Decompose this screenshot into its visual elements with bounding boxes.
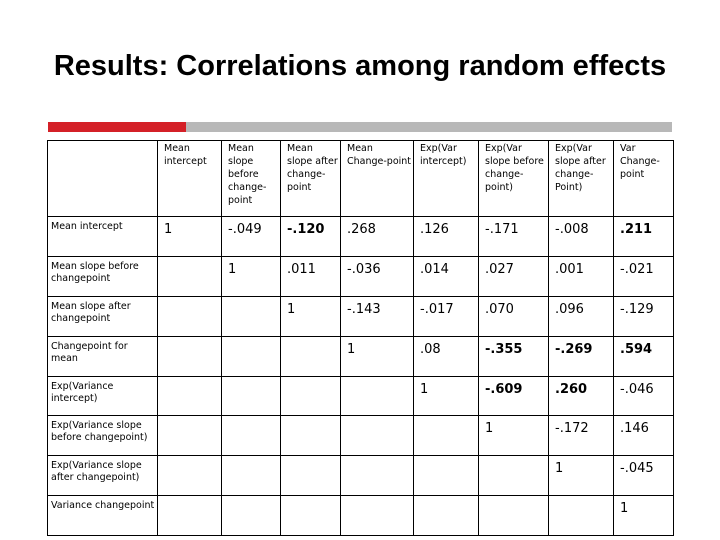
correlation-cell (158, 336, 222, 376)
correlation-table (47, 140, 674, 536)
column-header: Var Change-point (614, 141, 674, 217)
column-header: Mean slope after change-point (281, 141, 341, 217)
correlation-cell (281, 456, 341, 496)
row-label: Exp(Variance slope after changepoint) (48, 456, 158, 496)
correlation-cell: .070 (479, 297, 549, 337)
correlation-cell: -.120 (281, 217, 341, 257)
header-row (48, 141, 674, 217)
correlation-cell (479, 496, 549, 536)
correlation-cell: 1 (549, 456, 614, 496)
correlation-cell: -.172 (549, 416, 614, 456)
row-label: Exp(Variance slope before changepoint) (48, 416, 158, 456)
correlation-cell: -.269 (549, 336, 614, 376)
correlation-cell: 1 (222, 257, 281, 297)
column-header: Exp(Var intercept) (414, 141, 479, 217)
column-header: Mean intercept (158, 141, 222, 217)
correlation-cell: -.171 (479, 217, 549, 257)
correlation-cell (222, 416, 281, 456)
correlation-cell: 1 (341, 336, 414, 376)
correlation-cell (158, 376, 222, 416)
table-row (48, 416, 674, 456)
correlation-cell: .096 (549, 297, 614, 337)
correlation-cell: -.355 (479, 336, 549, 376)
title-rule (186, 122, 672, 132)
correlation-cell: .146 (614, 416, 674, 456)
correlation-cell: -.046 (614, 376, 674, 416)
correlation-cell (158, 416, 222, 456)
correlation-cell (281, 416, 341, 456)
column-header: Exp(Var slope before change-point) (479, 141, 549, 217)
title-rule-accent (48, 122, 186, 132)
correlation-cell (414, 456, 479, 496)
column-header: Mean slope before change-point (222, 141, 281, 217)
correlation-cell (414, 496, 479, 536)
table-row (48, 217, 674, 257)
row-label: Variance changepoint (48, 496, 158, 536)
table-row (48, 297, 674, 337)
correlation-cell (222, 456, 281, 496)
correlation-cell (479, 456, 549, 496)
correlation-cell: .08 (414, 336, 479, 376)
row-label: Mean slope after changepoint (48, 297, 158, 337)
correlation-cell (281, 496, 341, 536)
correlation-cell: .211 (614, 217, 674, 257)
correlation-cell: .001 (549, 257, 614, 297)
correlation-cell (341, 496, 414, 536)
correlation-cell (222, 496, 281, 536)
row-label: Exp(Variance intercept) (48, 376, 158, 416)
row-label: Mean intercept (48, 217, 158, 257)
correlation-cell: 1 (158, 217, 222, 257)
column-header: Exp(Var slope after change-Point) (549, 141, 614, 217)
table-row (48, 376, 674, 416)
correlation-cell: .594 (614, 336, 674, 376)
correlation-cell (281, 336, 341, 376)
correlation-cell: 1 (414, 376, 479, 416)
correlation-cell (341, 416, 414, 456)
correlation-cell (158, 297, 222, 337)
header-corner (48, 141, 158, 217)
correlation-cell (281, 376, 341, 416)
correlation-cell: 1 (281, 297, 341, 337)
correlation-cell: -.143 (341, 297, 414, 337)
correlation-cell: 1 (479, 416, 549, 456)
correlation-cell: -.049 (222, 217, 281, 257)
row-label: Mean slope before changepoint (48, 257, 158, 297)
slide-title: Results: Correlations among random effects (53, 50, 667, 82)
correlation-cell (341, 376, 414, 416)
correlation-cell: .027 (479, 257, 549, 297)
row-label: Changepoint for mean (48, 336, 158, 376)
correlation-cell: -.609 (479, 376, 549, 416)
correlation-cell: .126 (414, 217, 479, 257)
table-row (48, 336, 674, 376)
correlation-cell (341, 456, 414, 496)
correlation-cell: 1 (614, 496, 674, 536)
correlation-cell (158, 456, 222, 496)
correlation-cell (222, 376, 281, 416)
correlation-cell: -.129 (614, 297, 674, 337)
correlation-cell: .011 (281, 257, 341, 297)
correlation-cell: -.045 (614, 456, 674, 496)
correlation-cell (222, 336, 281, 376)
correlation-cell (549, 496, 614, 536)
correlation-cell: -.036 (341, 257, 414, 297)
correlation-cell: -.017 (414, 297, 479, 337)
table-row (48, 257, 674, 297)
correlation-cell (158, 496, 222, 536)
correlation-cell: .268 (341, 217, 414, 257)
column-header: Mean Change-point (341, 141, 414, 217)
correlation-cell: .014 (414, 257, 479, 297)
table-row (48, 456, 674, 496)
correlation-cell (222, 297, 281, 337)
correlation-cell: -.008 (549, 217, 614, 257)
table-row (48, 496, 674, 536)
correlation-cell: .260 (549, 376, 614, 416)
correlation-cell (158, 257, 222, 297)
correlation-cell (414, 416, 479, 456)
correlation-cell: -.021 (614, 257, 674, 297)
